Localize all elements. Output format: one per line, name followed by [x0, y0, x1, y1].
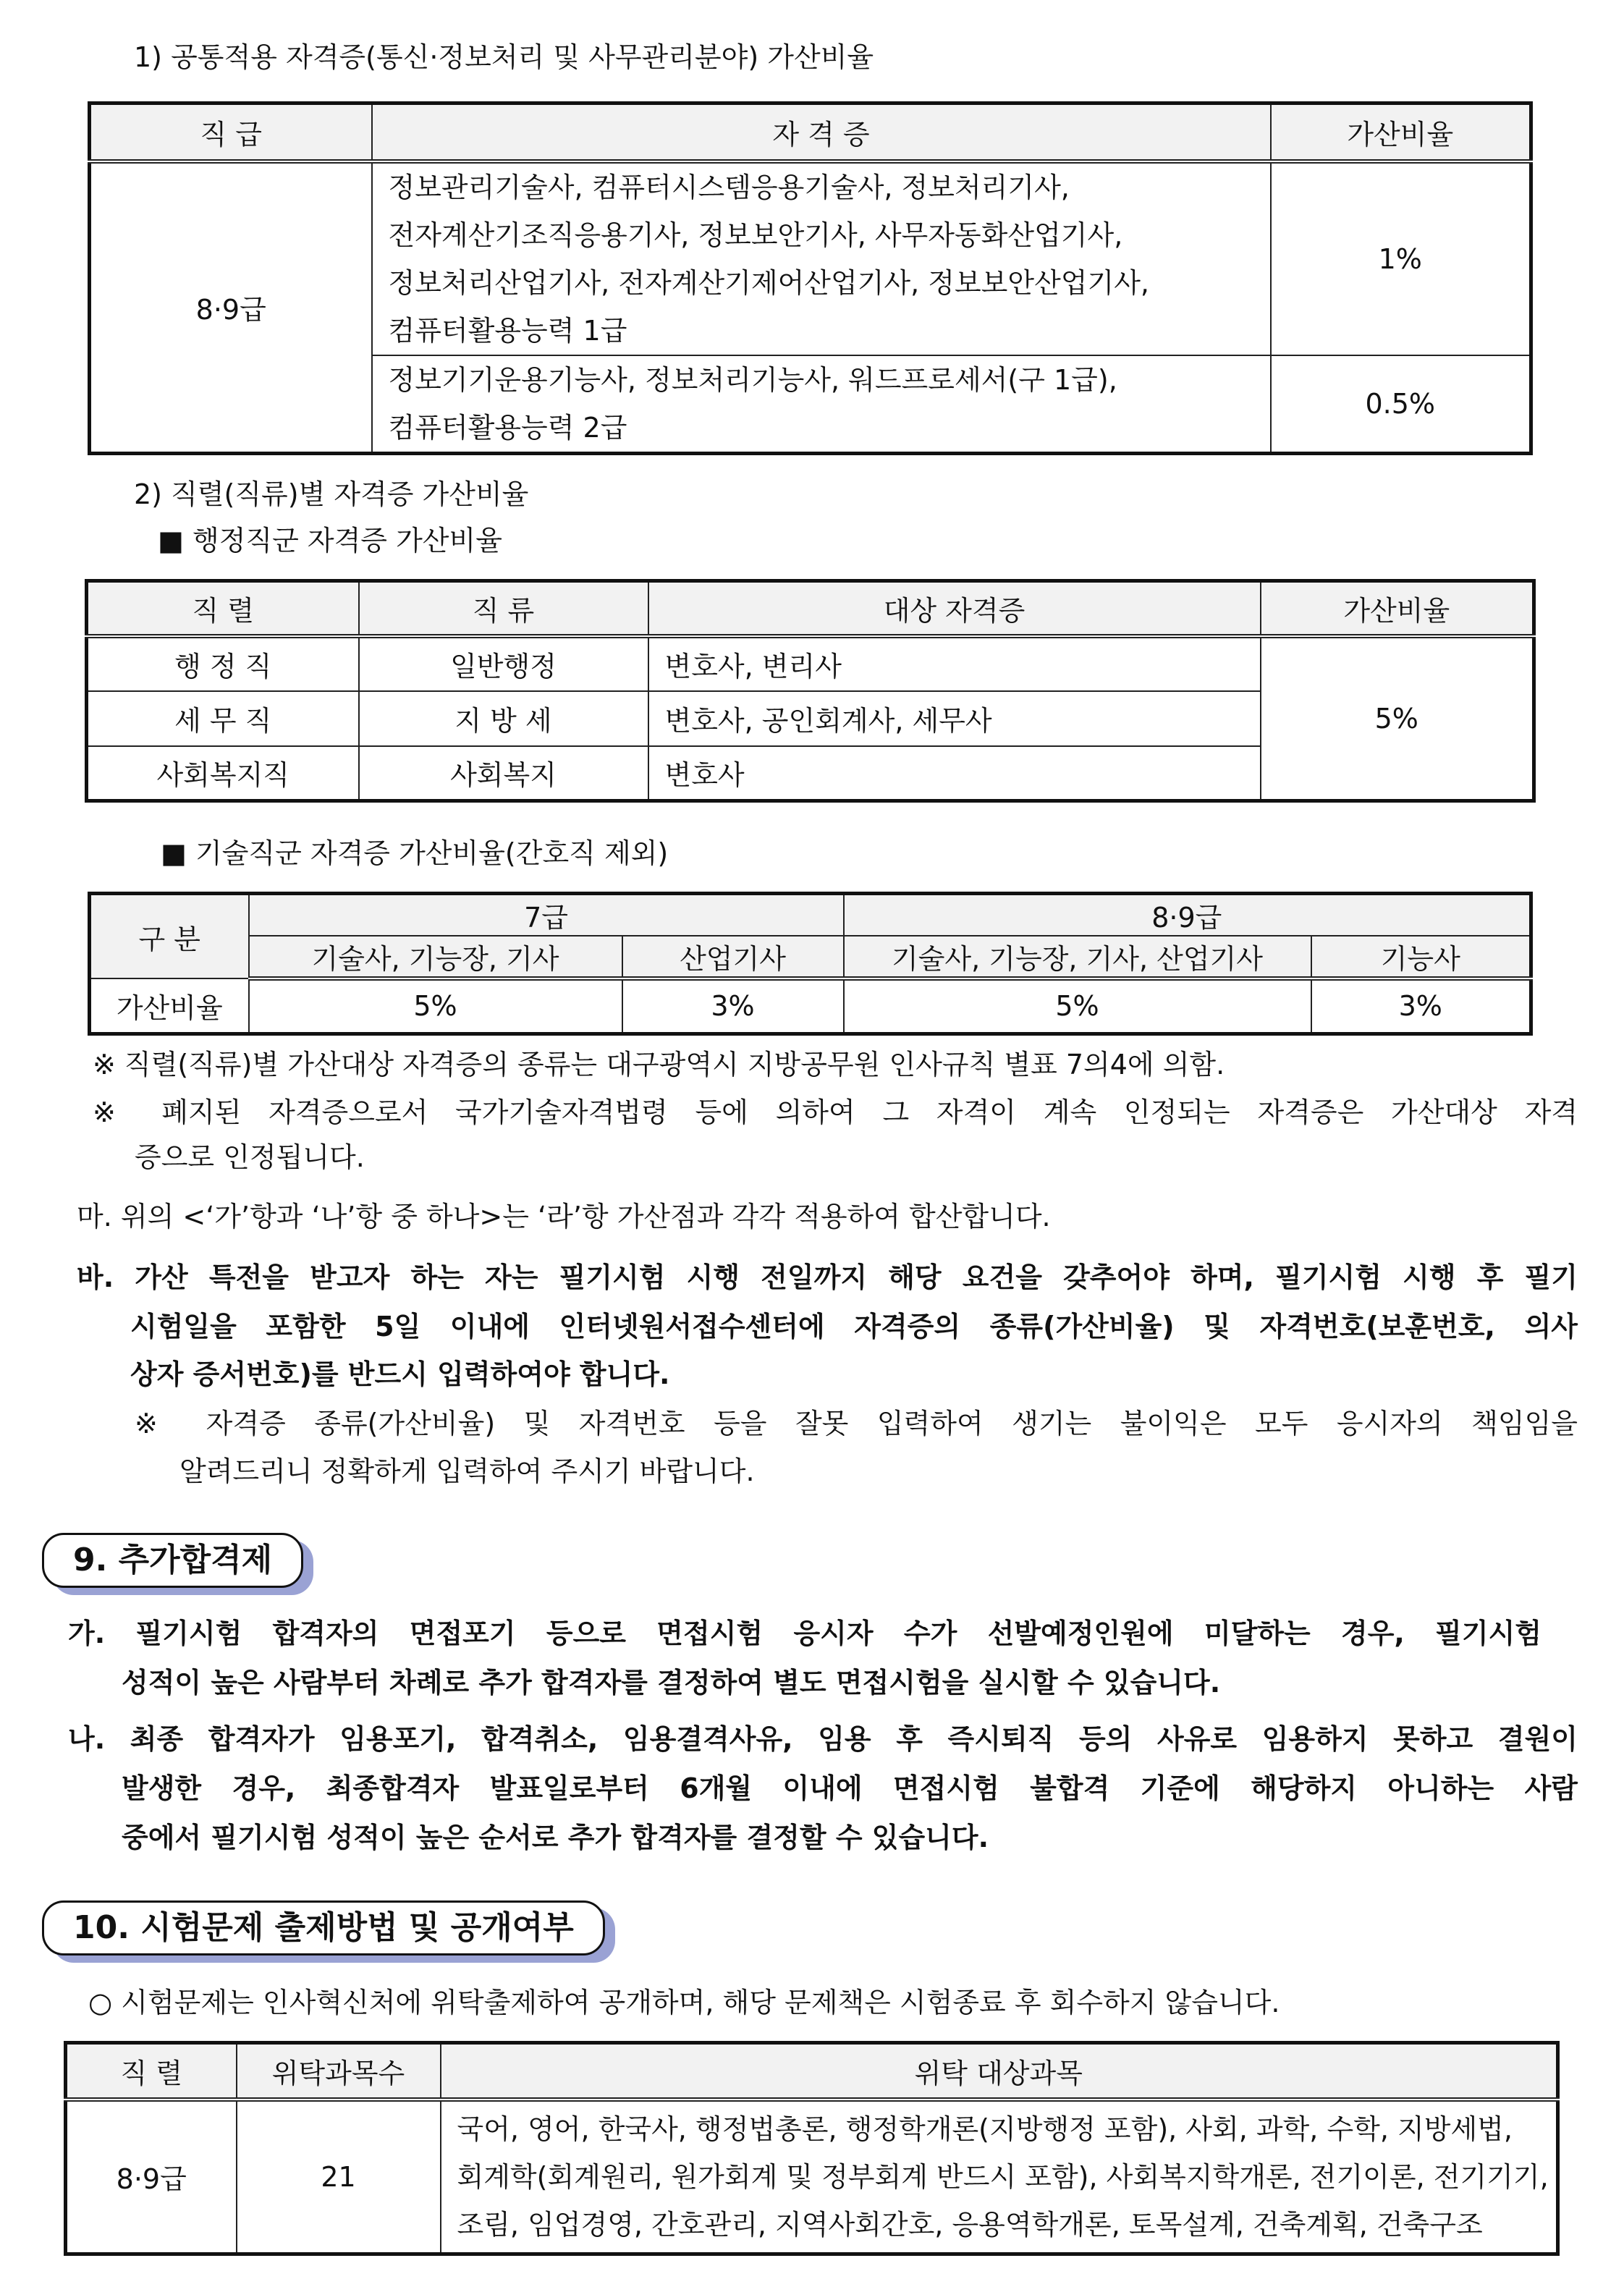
item-na-line3: 중에서 필기시험 성적이 높은 순서로 추가 합격자를 결정할 수 있습니다. [122, 1822, 989, 1853]
item-ba-line1: 바. 가산 특전을 받고자 하는 자는 필기시험 시행 전일까지 해당 요건을 갖추어야 하며, 필기시험 시행 후 필기 [77, 1261, 1578, 1293]
series-cell: 사회복지직 [87, 746, 359, 801]
header-rate: 가산비율 [1261, 581, 1534, 636]
certs-cell: 변호사, 공인회계사, 세무사 [648, 691, 1261, 746]
section1-title: 1) 공통적용 자격증(통신·정보처리 및 사무관리분야) 가산비율 [134, 41, 874, 73]
header-rate: 가산비율 [1271, 103, 1531, 161]
grade89-header: 8·9급 [844, 894, 1531, 936]
series-cell: 행 정 직 [87, 636, 359, 691]
item-na-line1: 나. 최종 합격자가 임용포기, 합격취소, 임용결격사유, 임용 후 즉시퇴직 등의 사유로 임용하지 못하고 결원이 [68, 1723, 1578, 1755]
col-header: 기능사 [1311, 936, 1531, 978]
rate-value: 3% [622, 978, 844, 1033]
tech-subtitle: ■ 기술직군 자격증 가산비율(간호직 제외) [161, 837, 669, 869]
header-cert: 자 격 증 [372, 103, 1271, 161]
item-ba-note1: ※ 자격증 종류(가산비율) 및 자격번호 등을 잘못 입력하여 생기는 불이익은 모두 응시자의 책임임을 [135, 1408, 1578, 1439]
common-cert-table [88, 101, 1533, 455]
kind-cell: 사회복지 [359, 746, 648, 801]
note-series-basis: ※ 직렬(직류)별 가산대상 자격증의 종류는 대구광역시 지방공무원 인사규칙 별표 7의4에 의함. [93, 1049, 1225, 1081]
count-cell: 21 [237, 2100, 441, 2254]
header-count: 위탁과목수 [237, 2043, 441, 2100]
certs-cell: 변호사, 변리사 [648, 636, 1261, 691]
row-label: 가산비율 [90, 978, 249, 1033]
kind-cell: 지 방 세 [359, 691, 648, 746]
header-target-cert: 대상 자격증 [648, 581, 1261, 636]
header-subjects: 위탁 대상과목 [441, 2043, 1558, 2100]
item-ma: 마. 위의 <‘가’항과 ‘나’항 중 하나>는 ‘라’항 가산점과 각각 적용하여 합산합니다. [77, 1201, 1051, 1232]
section2-title: 2) 직렬(직류)별 자격증 가산비율 [134, 478, 529, 510]
item-ba-line2: 시험일을 포함한 5일 이내에 인터넷원서접수센터에 자격증의 종류(가산비율) 및 자격번호(보훈번호, 의사 [130, 1311, 1578, 1343]
section10-heading: 10. 시험문제 출제방법 및 공개여부 [42, 1900, 605, 1955]
cert-list-1: 정보관리기술사, 컴퓨터시스템응용기술사, 정보처리기사, 전자계산기조직응용기사, 정보보안기사, 사무자동화산업기사, 정보처리산업기사, 전자계산기제어산업기사, 정보보안산업기사, 컴퓨터활용능력 1급 [372, 161, 1271, 355]
admin-subtitle: ■ 행정직군 자격증 가산비율 [158, 525, 502, 557]
header-grade: 직 급 [90, 103, 372, 161]
rate-cell: 5% [1261, 636, 1534, 801]
tech-cert-table [88, 892, 1533, 1036]
admin-cert-table [85, 579, 1536, 803]
col-header: 산업기사 [622, 936, 844, 978]
grade7-header: 7급 [249, 894, 844, 936]
rate-1: 1% [1271, 161, 1531, 355]
rate-value: 5% [844, 978, 1311, 1033]
section9-heading: 9. 추가합격제 [42, 1533, 303, 1588]
series-cell: 세 무 직 [87, 691, 359, 746]
item-ba-line3: 상자 증서번호)를 반드시 입력하여야 합니다. [130, 1358, 670, 1390]
note-abolished-cert-cont: 증으로 인정됩니다. [135, 1141, 365, 1173]
certs-cell: 변호사 [648, 746, 1261, 801]
item-ba-note2: 알려드리니 정확하게 입력하여 주시기 바랍니다. [179, 1455, 755, 1487]
grade-cell: 8·9급 [66, 2100, 237, 2254]
note-abolished-cert: ※ 폐지된 자격증으로서 국가기술자격법령 등에 의하여 그 자격이 계속 인정되는 자격증은 가산대상 자격 [93, 1096, 1578, 1128]
header-series: 직 렬 [87, 581, 359, 636]
rate-value: 5% [249, 978, 622, 1033]
rate-value: 3% [1311, 978, 1531, 1033]
grade-cell: 8·9급 [90, 161, 372, 454]
kind-cell: 일반행정 [359, 636, 648, 691]
item-ga-line2: 성적이 높은 사람부터 차례로 추가 합격자를 결정하여 별도 면접시험을 실시할 수 있습니다. [122, 1667, 1221, 1699]
cert-list-2: 정보기기운용기능사, 정보처리기능사, 워드프로세서(구 1급), 컴퓨터활용능력 2급 [372, 355, 1271, 454]
item-ga-line1: 가. 필기시험 합격자의 면접포기 등으로 면접시험 응시자 수가 선발예정인원에 미달하는 경우, 필기시험 [68, 1618, 1541, 1649]
exam-bullet: ○ 시험문제는 인사혁신처에 위탁출제하여 공개하며, 해당 문제책은 시험종료 후 회수하지 않습니다. [88, 1987, 1280, 2018]
exam-subject-table [64, 2041, 1560, 2256]
label-cell: 구 분 [90, 894, 249, 979]
subjects-cell: 국어, 영어, 한국사, 행정법총론, 행정학개론(지방행정 포함), 사회, 과학, 수학, 지방세법, 회계학(회계원리, 원가회계 및 정부회계 반드시 포함), 사회복지학개론, 전기이론, 전기기기, 조림, 임업경영, 간호관리, 지역사회간호, 응용역학개론, 토목설계, 건축계획, 건축구조 [441, 2100, 1558, 2254]
item-na-line2: 발생한 경우, 최종합격자 발표일로부터 6개월 이내에 면접시험 불합격 기준에 해당하지 아니하는 사람 [122, 1772, 1578, 1804]
header-kind: 직 류 [359, 581, 648, 636]
col-header: 기술사, 기능장, 기사, 산업기사 [844, 936, 1311, 978]
col-header: 기술사, 기능장, 기사 [249, 936, 622, 978]
header-series: 직 렬 [66, 2043, 237, 2100]
rate-2: 0.5% [1271, 355, 1531, 454]
